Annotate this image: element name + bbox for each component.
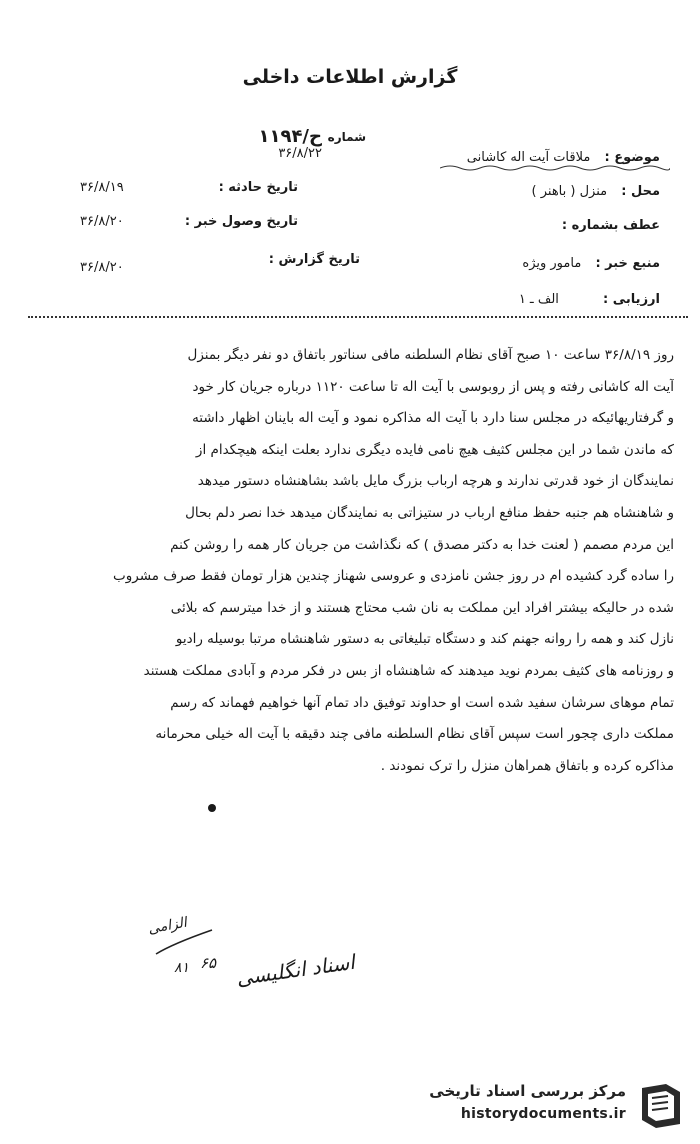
receipt-date: ۳۶/۸/۲۰	[80, 214, 124, 229]
watermark-url: historydocuments.ir	[460, 1106, 626, 1122]
source-value: مامور ویژه	[522, 256, 582, 271]
subject-field	[467, 150, 660, 165]
body-line: نازل کند و همه را روانه جهنم کند و دستگاه تبلیغاتی به دستور شاهنشاه مرتبا بوسیله رادیو	[175, 631, 674, 648]
source-field	[522, 256, 660, 271]
report-body	[34, 340, 674, 782]
body-line: روز ۳۶/۸/۱۹ ساعت ۱۰ صبح آقای نظام السلطنه مافی سناتور باتفاق دو نفر دیگر بمنزل	[187, 347, 674, 363]
body-line: و روزنامه های کثیف بمردم نوید میدهند که شاهنشاه از بس در فکر مردم و آبادی مملکت هستند	[143, 662, 674, 679]
subject-label: موضوع :	[604, 150, 660, 165]
incident-date-label-wrap	[219, 180, 298, 195]
body-line: آیت اله کاشانی رفته و پس از روبوسی با آیت اله تا ساعت ۱۱۲۰ درباره جریان کار خود	[192, 378, 674, 395]
body-line: و شاهنشاه هم جنبه حفظ منافع ارباب در ستیزاتی به نمایندگان میدهد خدا نصر دلم بحال	[185, 504, 674, 521]
number-block	[236, 126, 366, 161]
source-label: منبع خبر :	[595, 256, 660, 271]
watermark-title: مرکز بررسی اسناد تاریخی	[429, 1082, 626, 1100]
body-line: شده در حالیکه بیشتر افراد این مملکت به نان شب محتاج هستند و از خدا میترسم که بلائی	[170, 599, 674, 616]
report-title: گزارش اطلاعات داخلی	[242, 66, 458, 88]
incident-date-label: تاریخ حادثه :	[218, 180, 298, 195]
subject-underline	[440, 164, 670, 172]
body-line: مملکت داری چجور است سپس آقای نظام السلطنه مافی چند دقیقه با آیت اله خیلی محرمانه	[155, 726, 674, 743]
subject-value: ملاقات آیت اله کاشانی	[466, 150, 591, 165]
grade-field	[519, 292, 660, 307]
report-date: ۳۶/۸/۲۰	[80, 260, 124, 275]
receipt-date-label-wrap	[185, 214, 298, 229]
handwritten-number: ۶۵	[200, 954, 217, 972]
incident-date: ۳۶/۸/۱۹	[80, 180, 124, 195]
grade-label: ارزیابی :	[603, 292, 660, 307]
number-date: ۳۶/۸/۲۲	[278, 146, 322, 161]
watermark	[401, 1078, 686, 1132]
body-line: این مردم مصمم ( لعنت خدا به دکتر مصدق ) که نگذاشت من جریان کار همه را روشن کنم	[170, 536, 674, 553]
grade-value: الف ـ ۱	[518, 292, 559, 307]
place-value: منزل ( باهنر )	[531, 184, 608, 199]
body-line: مذاکره کرده و باتفاق همراهان منزل را ترک نمودند .	[380, 757, 674, 774]
archive-logo-icon	[636, 1080, 686, 1130]
body-line: تمام موهای سرشان سفید شده است او حداوند توفیق داد تمام آنها خواهیم فهماند که رسم	[170, 694, 674, 711]
report-date-label-wrap	[269, 252, 360, 267]
signature: اسناد انگلیسی	[234, 949, 357, 991]
number-value: ۱۱۹۴/ح	[258, 126, 322, 147]
reference-field	[552, 218, 660, 233]
place-label: محل :	[621, 184, 660, 199]
handwritten-number: ۸۱	[174, 960, 190, 976]
handwritten-note: الزامی	[146, 914, 189, 938]
header-divider	[28, 316, 688, 318]
place-field	[532, 184, 660, 199]
body-line: نمایندگان از خود قدرتی ندارند و هرچه ارباب بزرگ مایل باشد بشاهنشاه دستور میدهد	[197, 473, 674, 490]
body-line: که ماندن شما در این مجلس کثیف هیچ نامی فایده دیگری ندارد بعلت اینکه هیچکدام از	[195, 441, 674, 458]
body-line: را ساده گرد کشیده ام در روز جشن نامزدی و عروسی شهناز چندین هزار تومان فقط صرف مشروب	[113, 568, 674, 585]
receipt-date-label: تاریخ وصول خبر :	[184, 214, 298, 229]
number-label: شماره	[327, 130, 366, 144]
report-date-label: تاریخ گزارش :	[268, 252, 360, 267]
body-line: و گرفتاریهائیکه در مجلس سنا دارد با آیت اله مذاکره نمود و آیت اله باینان اظهار داشته	[192, 410, 674, 427]
ink-dot	[208, 804, 216, 812]
reference-label: عطف بشماره :	[561, 218, 660, 233]
